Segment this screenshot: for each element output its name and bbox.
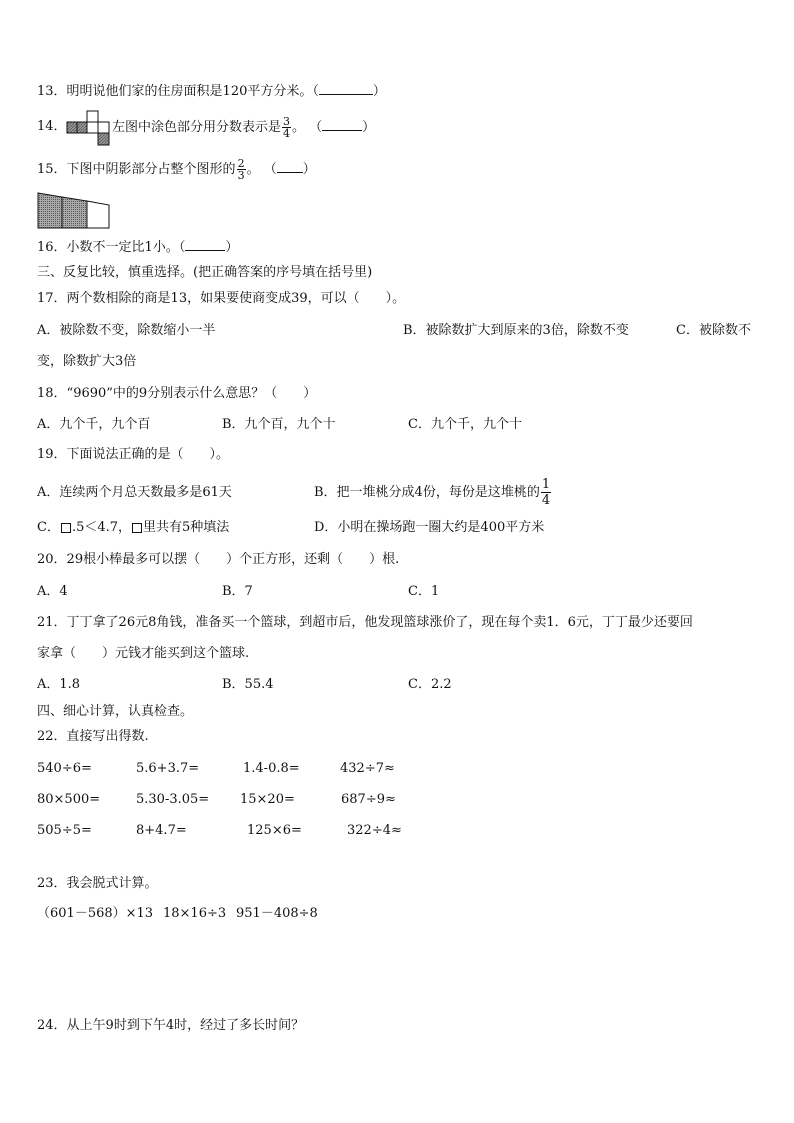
q18-option-c[interactable]: C．九个千，九个十 [408, 417, 522, 432]
q22-r1-c4: 432÷7≈ [340, 761, 395, 776]
q19-option-b-text: B．把一堆桃分成4份，每份是这堆桃的 [314, 485, 540, 500]
q21-option-c[interactable]: C．2.2 [408, 677, 452, 692]
q13-text: 明明说他们家的住房面积是120平方分米。（ [66, 84, 319, 99]
q20-option-c[interactable]: C．1 [408, 584, 440, 599]
q15-number: 15． [37, 162, 67, 177]
q17-option-c-cont: 变，除数扩大3倍 [37, 354, 137, 369]
q23-item-1: （601－568）×13 [37, 906, 154, 921]
q22-r2-c2: 5.30-3.05= [136, 792, 210, 807]
q19-option-c[interactable] [37, 519, 229, 537]
q14-text-line [112, 116, 375, 139]
question-24-stem: 24．从上午9时到下午4时，经过了多长时间？ [37, 1018, 305, 1033]
question-15 [37, 158, 316, 181]
question-16 [37, 238, 238, 257]
q22-r3-c1: 505÷5= [37, 823, 92, 838]
q18-option-a[interactable]: A．九个千，九个百 [37, 417, 151, 432]
q14-cell-mid2 [87, 122, 98, 133]
q16-close: ） [225, 240, 239, 255]
q16-answer-blank[interactable] [185, 238, 225, 251]
q14-cell-mid1-shaded [77, 122, 87, 133]
question-18-stem: 18．“9690”中的9分别表示什么意思？（ ） [37, 386, 317, 401]
q19-option-b[interactable] [314, 476, 552, 510]
q19-option-d[interactable]: D．小明在操场跑一圈大约是400平方米 [314, 520, 545, 535]
q14-cross-grid-figure [66, 110, 112, 148]
q22-r1-c3: 1.4-0.8= [243, 761, 300, 776]
q17-option-a[interactable]: A．被除数不变，除数缩小一半 [37, 323, 216, 338]
q18-option-b[interactable]: B．九个百，九个十 [222, 417, 336, 432]
q14-text: 左图中涂色部分用分数表示是 [112, 120, 282, 135]
q15-close: ） [302, 162, 316, 177]
question-17-stem: 17．两个数相除的商是13，如果要使商变成39，可以（ ）。 [37, 291, 406, 306]
q14-after: 。 （ [292, 120, 323, 135]
q21-option-b[interactable]: B．55.4 [222, 677, 274, 692]
q14-fraction-num: 3 [283, 115, 291, 128]
q19-c-box-icon-2 [132, 523, 142, 533]
q19-c-text1: .5＜4.7， [71, 520, 132, 535]
question-14 [37, 118, 67, 136]
q14-cell-bottom-shaded [98, 133, 109, 145]
q22-r3-c2: 8+4.7= [136, 823, 187, 838]
question-19-stem: 19．下面说法正确的是（ ）。 [37, 447, 230, 462]
q14-close: ） [362, 120, 376, 135]
q14-fraction-den: 4 [283, 127, 291, 140]
q15-fraction-den: 3 [237, 169, 245, 182]
q14-fraction [282, 116, 291, 139]
q21-option-a[interactable]: A．1.8 [37, 677, 81, 692]
q15-trapezoid-figure [37, 191, 113, 231]
q15-fraction [237, 158, 246, 181]
q22-r3-c4: 322÷4≈ [347, 823, 402, 838]
q15-shaded-part-2 [62, 197, 87, 228]
q13-close: ） [372, 84, 386, 99]
q14-cell-top [87, 111, 98, 122]
q19-c-label: C． [37, 520, 60, 535]
question-13 [37, 82, 386, 101]
question-21-stem-line2: 家拿（ ）元钱才能买到这个篮球. [37, 646, 250, 661]
q14-cell-left-shaded [67, 122, 77, 133]
q15-after: 。 （ [246, 162, 277, 177]
q14-number: 14． [37, 119, 67, 134]
q14-answer-blank[interactable] [322, 118, 362, 131]
q19-b-fraction [541, 477, 551, 508]
question-22-stem: 22．直接写出得数. [37, 729, 149, 744]
q15-unshaded-part [87, 201, 109, 228]
q23-item-3: 951－408÷8 [236, 906, 318, 921]
q16-text: 小数不一定比1小。（ [66, 240, 186, 255]
q15-fraction-num: 2 [237, 157, 245, 170]
q19-c-box-icon [61, 523, 71, 533]
question-23-stem: 23．我会脱式计算。 [37, 876, 158, 891]
q17-option-b[interactable]: B．被除数扩大到原来的3倍，除数不变 [403, 323, 629, 338]
q15-text: 下图中阴影部分占整个图形的 [66, 162, 236, 177]
q19-b-fraction-num: 1 [541, 477, 551, 492]
q13-number: 13． [37, 84, 67, 99]
q15-answer-blank[interactable] [277, 160, 303, 173]
q22-r1-c1: 540÷6= [37, 761, 92, 776]
q13-answer-blank[interactable] [319, 82, 373, 95]
q20-option-b[interactable]: B．7 [222, 584, 253, 599]
q20-option-a[interactable]: A．4 [37, 584, 68, 599]
q17-option-c[interactable]: C．被除数不 [676, 323, 751, 338]
q22-r2-c1: 80×500= [37, 792, 101, 807]
q19-option-a[interactable]: A．连续两个月总天数最多是61天 [37, 485, 232, 500]
q22-r3-c3: 125×6= [247, 823, 302, 838]
q16-number: 16． [37, 240, 67, 255]
q15-shaded-part-1 [38, 193, 62, 228]
q22-r1-c2: 5.6+3.7= [136, 761, 200, 776]
section-4-heading: 四、细心计算，认真检查。 [37, 704, 194, 719]
q19-b-fraction-den: 4 [541, 493, 551, 508]
q22-r2-c3: 15×20= [240, 792, 295, 807]
question-20-stem: 20．29根小棒最多可以摆（ ）个正方形，还剩（ ）根. [37, 552, 400, 567]
question-21-stem-line1: 21．丁丁拿了26元8角钱，准备买一个篮球，到超市后，他发现篮球涨价了，现在每个卖1．6元，丁丁最少还要回 [37, 615, 693, 630]
section-3-heading: 三、反复比较，慎重选择。(把正确答案的序号填在括号里) [37, 265, 373, 280]
q14-cell-right [98, 122, 109, 133]
q23-item-2: 18×16÷3 [163, 906, 227, 921]
q19-c-text2: 里共有5种填法 [143, 520, 230, 535]
q22-r2-c4: 687÷9≈ [341, 792, 396, 807]
